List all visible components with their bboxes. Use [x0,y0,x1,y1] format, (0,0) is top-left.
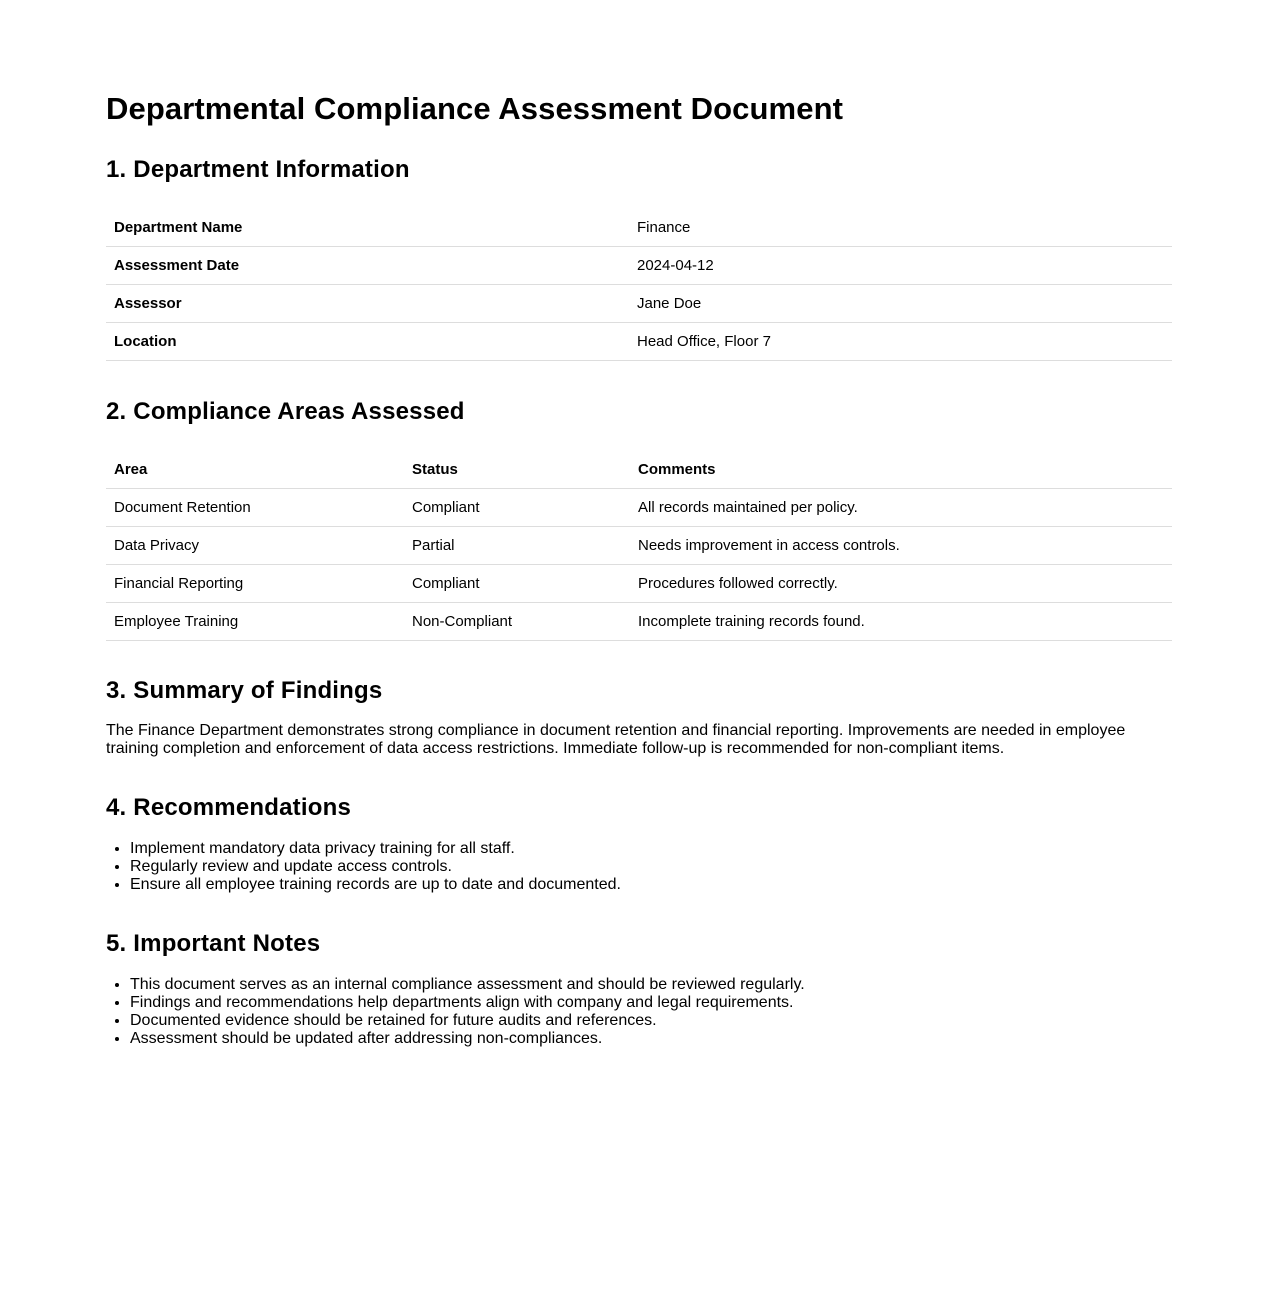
table-header-row [106,451,1172,489]
compliance-areas-table [106,451,1172,641]
section-heading: 2. Compliance Areas Assessed [106,398,465,425]
notes-list [106,976,1172,1048]
status-cell: Compliant [404,565,630,603]
table-row [106,209,1172,247]
comments-cell: Procedures followed correctly. [630,565,1172,603]
list-item: • Implement mandatory data privacy training for all staff. [130,840,1172,858]
area-cell: Document Retention [106,489,404,527]
area-cell: Employee Training [106,603,404,641]
table-row [106,323,1172,361]
column-header-area: Area [106,451,404,489]
info-label: Location [106,323,629,361]
comments-cell: Needs improvement in access controls. [630,527,1172,565]
status-cell: Non-Compliant [404,603,630,641]
section-heading: 5. Important Notes [106,930,321,957]
area-cell: Financial Reporting [106,565,404,603]
table-row [106,247,1172,285]
list-item: • Findings and recommendations help departments align with company and legal requirements. [130,994,1172,1012]
summary-paragraph: The Finance Department demonstrates strong compliance in document retention and financial reporting. Improvements are needed in employee training completion and enforcement of data access restrictions. Immediate follow-up is recommended for non-compliant items. [106,722,1126,757]
comments-cell: All records maintained per policy. [630,489,1172,527]
list-item: • Documented evidence should be retained for future audits and references. [130,1012,1172,1030]
info-value: Finance [629,209,1172,247]
list-item: • Assessment should be updated after addressing non-compliances. [130,1030,1172,1048]
info-value: Jane Doe [629,285,1172,323]
status-cell: Partial [404,527,630,565]
column-header-comments: Comments [630,451,1172,489]
info-label: Department Name [106,209,629,247]
section-heading: 1. Department Information [106,156,410,183]
recommendations-section [106,790,1172,894]
section-heading: 4. Recommendations [106,794,351,821]
area-cell: Data Privacy [106,527,404,565]
status-cell: Compliant [404,489,630,527]
table-row [106,527,1172,565]
list-item: • This document serves as an internal compliance assessment and should be reviewed regularly. [130,976,1172,994]
table-row [106,603,1172,641]
column-header-status: Status [404,451,630,489]
section-heading: 3. Summary of Findings [106,677,383,704]
info-value: 2024-04-12 [629,247,1172,285]
department-information-section [106,152,1172,361]
comments-cell: Incomplete training records found. [630,603,1172,641]
table-row [106,285,1172,323]
list-item: • Regularly review and update access controls. [130,858,1172,876]
table-row [106,489,1172,527]
compliance-areas-section [106,394,1172,641]
info-label: Assessment Date [106,247,629,285]
page-title: Departmental Compliance Assessment Document [106,91,844,126]
list-item: • Ensure all employee training records are up to date and documented. [130,876,1172,894]
important-notes-section [106,926,1172,1048]
info-label: Assessor [106,285,629,323]
table-row [106,565,1172,603]
department-info-table [106,209,1172,361]
recommendations-list [106,840,1172,894]
info-value: Head Office, Floor 7 [629,323,1172,361]
summary-section [106,673,1172,758]
